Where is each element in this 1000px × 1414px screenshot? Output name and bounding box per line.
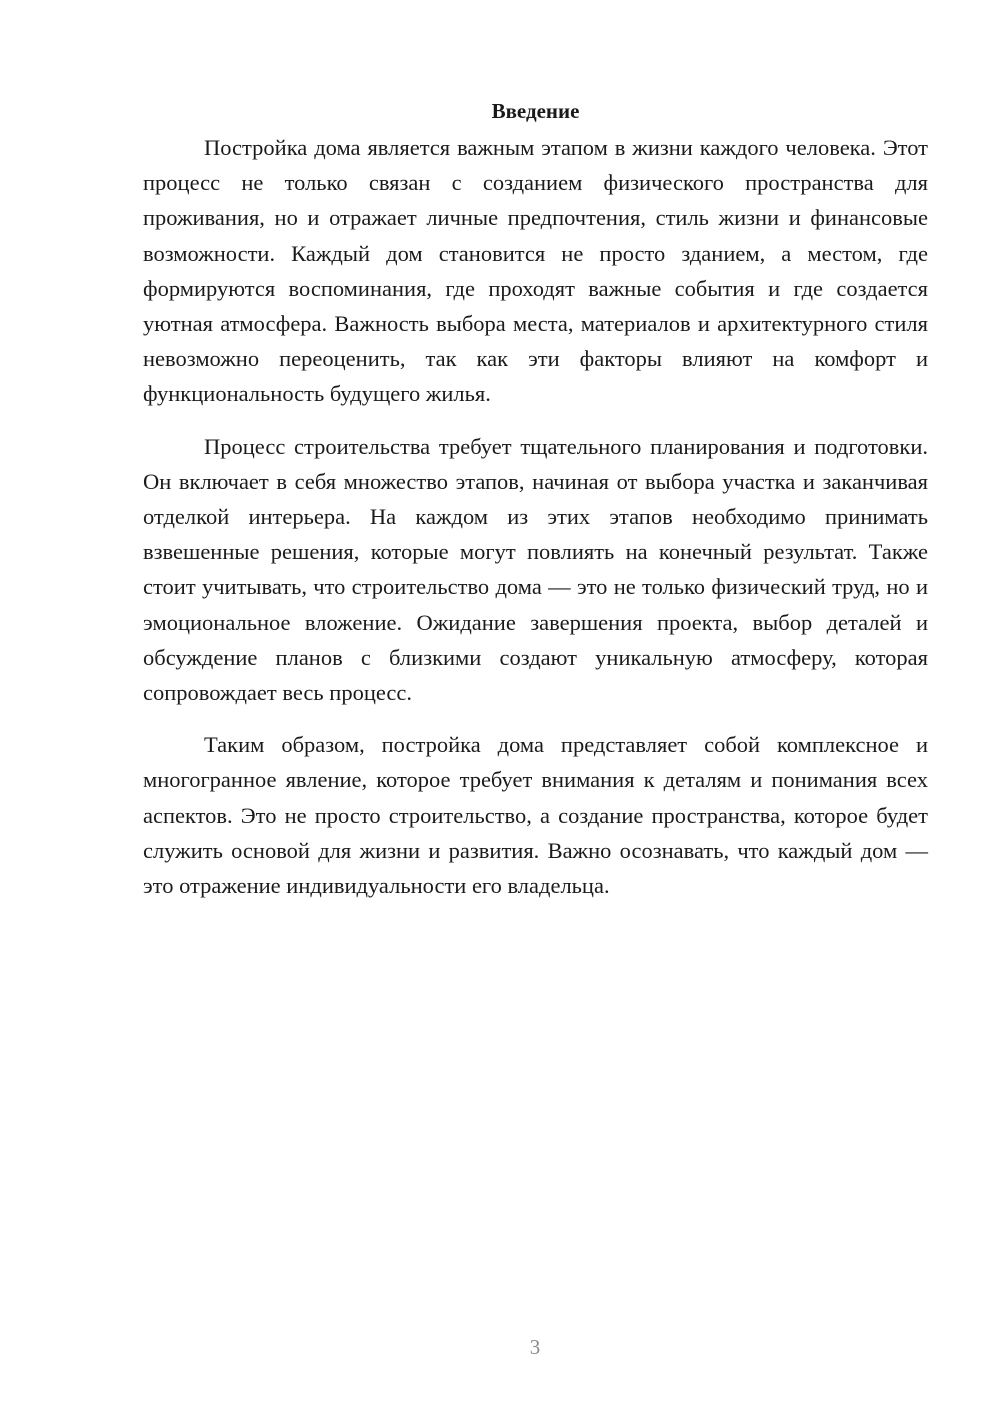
page-number: 3 [529,1335,541,1359]
paragraph-1: Постройка дома является важным этапом в жизни каждого человека. Этот процесс не только связан с созданием физического пространства для проживания, но и отражает личные предпочтения, стиль жизни и финансовые возможности. Каждый дом становится не просто зданием, а местом, где формируются воспоминания, где проходят важные события и где создается уютная атмосфера. Важность выбора места, материалов и архитектурного стиля невозможно переоценить, так как эти факторы влияют на комфорт и функциональность будущего жилья. [143,135,928,407]
paragraph-3: Таким образом, постройка дома представляет собой комплексное и многогранное явление, которое требует внимания к деталям и понимания всех аспектов. Это не просто строительство, а создание пространства, которое будет служить основой для жизни и развития. Важно осознавать, что каждый дом — это отражение индивидуальности его владельца. [143,732,928,899]
paragraph-2: Процесс строительства требует тщательного планирования и подготовки. Он включает в себя множество этапов, начиная от выбора участка и заканчивая отделкой интерьера. На каждом из этих этапов необходимо принимать взвешенные решения, которые могут повлиять на конечный результат. Также стоит учитывать, что строительство дома — это не только физический труд, но и эмоциональное вложение. Ожидание завершения проекта, выбор деталей и обсуждение планов с близкими создают уникальную атмосферу, которая сопровождает весь процесс. [143,433,928,706]
section-heading: Введение [491,99,580,123]
page-content [143,96,928,920]
